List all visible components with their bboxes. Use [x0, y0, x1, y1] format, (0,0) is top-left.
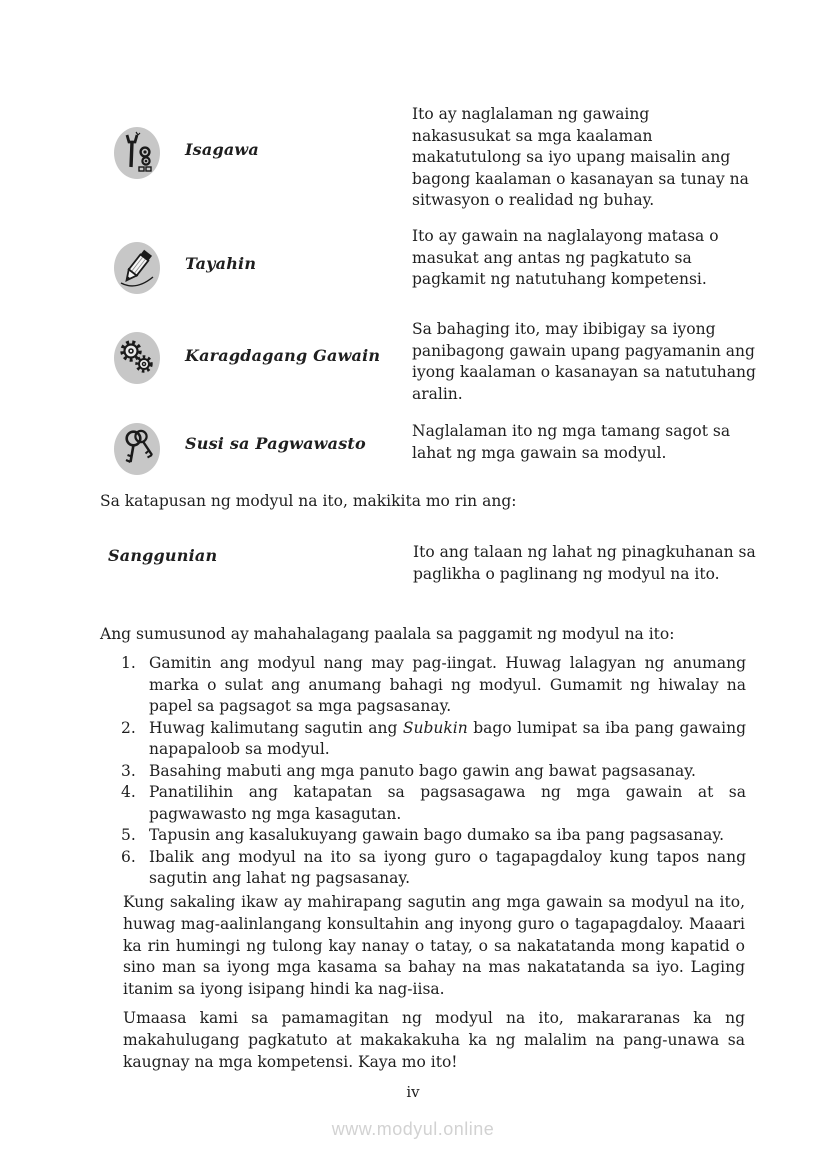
section-label-isagawa: Isagawa — [185, 140, 259, 159]
katapusan-text: Sa katapusan ng modyul na ito, makikita mo rin ang: — [100, 492, 517, 510]
list-item-text: Ibalik ang modyul na ito sa iyong guro o tagapagdaloy kung tapos nang sagutin ang lahat ng pagsasanay. — [149, 847, 746, 887]
section-desc-tayahin: Ito ay gawain na naglalayong matasa o masukat ang antas ng pagkatuto sa pagkamit ng natutuhang kompetensi. — [412, 227, 719, 288]
gears-icon — [114, 332, 160, 384]
list-item — [100, 782, 746, 825]
section-desc-sanggunian: Ito ang talaan ng lahat ng pinagkuhanan sa paglikha o paglinang ng modyul na ito. — [413, 543, 756, 583]
keys-icon — [114, 423, 160, 475]
list-item — [100, 718, 746, 761]
list-item-number: 2. — [121, 718, 136, 737]
section-label-tayahin: Tayahin — [185, 254, 257, 273]
tools-icon — [114, 127, 160, 179]
list-item — [100, 653, 746, 718]
list-item-number: 3. — [121, 761, 136, 780]
section-label-susi-sa-pagwawasto: Susi sa Pagwawasto — [185, 434, 366, 453]
list-item — [100, 825, 746, 847]
list-item-number: 5. — [121, 826, 136, 844]
page-number: iv — [406, 1083, 420, 1101]
closing-paragraph: Umaasa kami sa pamamagitan ng modyul na ito, makararanas ka ng makahulugang pagkatuto at makakakuha ka ng malalim na pang-unawa sa kaugnay na mga kompetensi. Kaya mo ito! — [123, 1009, 745, 1071]
section-desc-isagawa: Ito ay naglalaman ng gawaing nakasusukat sa mga kaalaman makatutulong sa iyo upang maisalin ang bagong kaalaman o kasanayan sa tunay na sitwasyon o realidad ng buhay. — [412, 105, 749, 209]
list-item-text: Tapusin ang kasalukuyang gawain bago dumako sa iba pang pagsasanay. — [149, 826, 725, 844]
list-item-text: Panatilihin ang katapatan sa pagsasagawa ng mga gawain at sa pagwawasto ng mga kasagutan. — [149, 783, 746, 823]
list-item-text: Huwag kalimutang sagutin ang — [149, 718, 403, 737]
pencil-icon — [114, 242, 160, 294]
list-item — [100, 847, 746, 890]
list-item-number: 1. — [121, 654, 136, 672]
section-desc-susi-sa-pagwawasto: Naglalaman ito ng mga tamang sagot sa lahat ng mga gawain sa modyul. — [412, 422, 731, 462]
list-item-number: 6. — [121, 847, 136, 866]
section-label-sanggunian: Sanggunian — [108, 546, 218, 565]
list-item-text: bago lumipat sa iba pang gawaing napapaloob sa modyul. — [149, 718, 746, 758]
list-item-emphasis: Subukin — [402, 718, 468, 737]
list-item-number: 4. — [121, 783, 136, 801]
list-item-text: Basahing mabuti ang mga panuto bago gawin ang bawat pagsasanay. — [149, 761, 696, 780]
paalala-list — [100, 653, 746, 890]
watermark: www.modyul.online — [331, 1119, 495, 1139]
paalala-intro: Ang sumusunod ay mahahalagang paalala sa paggamit ng modyul na ito: — [100, 625, 675, 643]
section-label-karagdagang-gawain: Karagdagang Gawain — [185, 346, 381, 365]
closing-paragraph: Kung sakaling ikaw ay mahirapang sagutin ang mga gawain sa modyul na ito, huwag mag-aalinlangang konsultahin ang inyong guro o tagapagdaloy. Maaari ka rin humingi ng tulong kay nanay o tatay, o sa nakatatanda mong kapatid o sino man sa iyong mga kasama sa bahay na mas nakatatanda sa iyo. Laging itanim sa iyong isipang hindi ka nag-iisa. — [123, 893, 745, 999]
section-desc-karagdagang-gawain: Sa bahaging ito, may ibibigay sa iyong panibagong gawain upang pagyamanin ang iyong kaalaman o kasanayan sa natutuhang aralin. — [412, 320, 756, 403]
list-item — [100, 761, 746, 783]
list-item-text: Gamitin ang modyul nang may pag-iingat. Huwag lalagyan ng anumang marka o sulat ang anumang bahagi ng modyul. Gumamit ng hiwalay na papel sa pagsagot sa mga pagsasanay. — [149, 654, 746, 715]
